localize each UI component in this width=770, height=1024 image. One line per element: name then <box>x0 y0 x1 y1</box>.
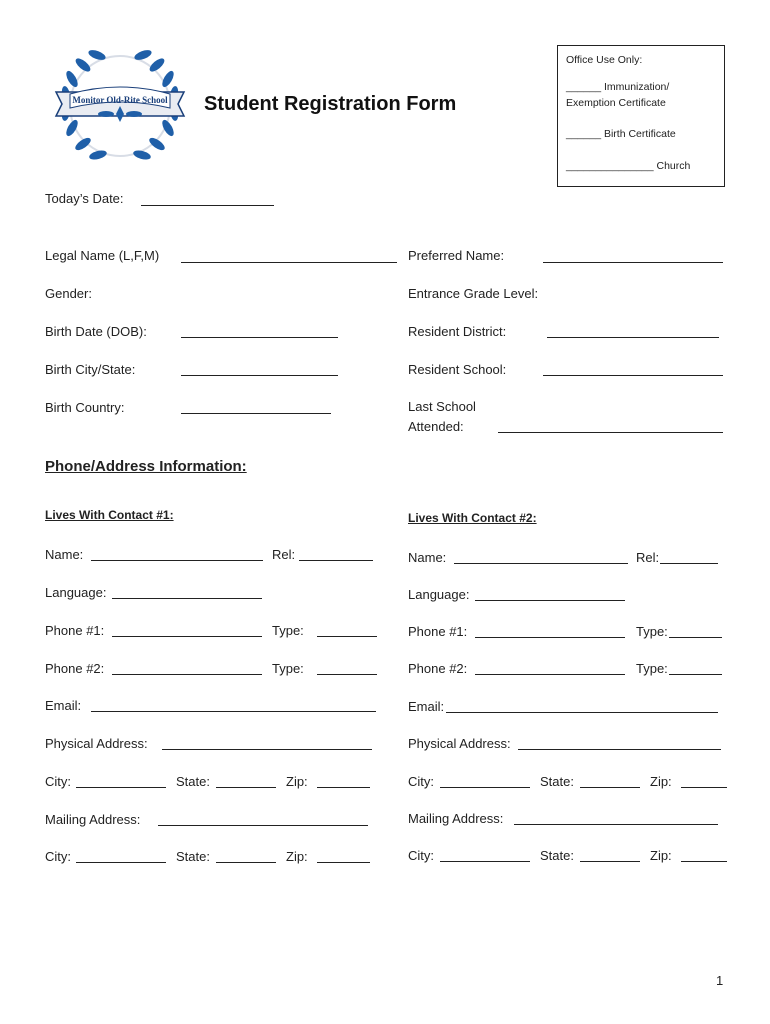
contact2-city2-field[interactable] <box>440 861 530 862</box>
contact2-email-label: Email: <box>408 699 445 714</box>
contact2-zip-field[interactable] <box>681 787 727 788</box>
contact1-city-label: City: <box>45 774 71 789</box>
contact1-mailing-address-field[interactable] <box>158 825 368 826</box>
contact1-zip-field[interactable] <box>317 787 370 788</box>
contact2-state2-label: State: <box>540 848 574 863</box>
contact2-city-field[interactable] <box>440 787 530 788</box>
legal-name-field[interactable] <box>181 262 397 263</box>
contact1-name-field[interactable] <box>91 560 263 561</box>
contact2-language-field[interactable] <box>475 600 625 601</box>
page-number: 1 <box>716 973 724 988</box>
birth-date-field[interactable] <box>181 337 338 338</box>
contact1-physical-address-field[interactable] <box>162 749 372 750</box>
office-church-line: _______________ Church <box>566 160 691 172</box>
contact2-type1-field[interactable] <box>669 637 722 638</box>
contact1-zip2-field[interactable] <box>317 862 370 863</box>
contact1-city-field[interactable] <box>76 787 166 788</box>
contact2-city-label: City: <box>408 774 434 789</box>
contact1-state-field[interactable] <box>216 787 276 788</box>
contact2-name-label: Name: <box>408 550 447 565</box>
birth-country-label: Birth Country: <box>45 400 125 415</box>
contact1-email-field[interactable] <box>91 711 376 712</box>
laurel-wreath-icon <box>50 40 190 172</box>
contact1-mailing-address-label: Mailing Address: <box>45 812 141 827</box>
gender-label: Gender: <box>45 286 92 301</box>
contact1-state2-label: State: <box>176 849 210 864</box>
contact1-language-label: Language: <box>45 585 107 600</box>
contact1-rel-field[interactable] <box>299 560 373 561</box>
last-school-field[interactable] <box>498 432 723 433</box>
contact2-physical-address-label: Physical Address: <box>408 736 511 751</box>
contact2-state-label: State: <box>540 774 574 789</box>
birth-country-field[interactable] <box>181 413 331 414</box>
todays-date-field[interactable] <box>141 205 274 206</box>
contact1-state-label: State: <box>176 774 210 789</box>
contact1-name-label: Name: <box>45 547 84 562</box>
last-school-label-2: Attended: <box>408 419 464 434</box>
contact2-email-field[interactable] <box>446 712 718 713</box>
contact2-zip-label: Zip: <box>650 774 672 789</box>
contact1-language-field[interactable] <box>112 598 262 599</box>
birth-city-state-field[interactable] <box>181 375 338 376</box>
contact2-type2-field[interactable] <box>669 674 722 675</box>
contact1-zip-label: Zip: <box>286 774 308 789</box>
contact2-phone2-field[interactable] <box>475 674 625 675</box>
contact2-zip2-label: Zip: <box>650 848 672 863</box>
contact1-phone2-field[interactable] <box>112 674 262 675</box>
page-title: Student Registration Form <box>204 93 457 115</box>
resident-school-label: Resident School: <box>408 362 507 377</box>
contact2-mailing-address-field[interactable] <box>514 824 718 825</box>
office-birth-cert-line: ______ Birth Certificate <box>566 128 676 140</box>
contact1-heading: Lives With Contact #1: <box>45 508 174 522</box>
contact1-type1-label: Type: <box>272 623 304 638</box>
contact1-type1-field[interactable] <box>317 636 377 637</box>
contact1-phone1-field[interactable] <box>112 636 262 637</box>
contact1-type2-field[interactable] <box>317 674 377 675</box>
contact1-state2-field[interactable] <box>216 862 276 863</box>
contact1-zip2-label: Zip: <box>286 849 308 864</box>
contact2-name-field[interactable] <box>454 563 628 564</box>
contact2-phone2-label: Phone #2: <box>408 661 468 676</box>
contact1-phone2-label: Phone #2: <box>45 661 105 676</box>
contact2-city2-label: City: <box>408 848 434 863</box>
contact1-phone1-label: Phone #1: <box>45 623 105 638</box>
contact2-physical-address-field[interactable] <box>518 749 721 750</box>
phone-address-heading: Phone/Address Information: <box>45 458 247 475</box>
resident-district-field[interactable] <box>547 337 719 338</box>
legal-name-label: Legal Name (L,F,M) <box>45 248 160 263</box>
office-exemption-line: Exemption Certificate <box>566 97 666 109</box>
preferred-name-field[interactable] <box>543 262 723 263</box>
entrance-grade-label: Entrance Grade Level: <box>408 286 539 301</box>
birth-date-label: Birth Date (DOB): <box>45 324 147 339</box>
last-school-label-1: Last School <box>408 399 476 414</box>
office-immunization-line: ______ Immunization/ <box>566 81 670 93</box>
todays-date-label: Today’s Date: <box>45 191 124 206</box>
birth-city-state-label: Birth City/State: <box>45 362 136 377</box>
resident-school-field[interactable] <box>543 375 723 376</box>
contact1-physical-address-label: Physical Address: <box>45 736 148 751</box>
contact2-type2-label: Type: <box>636 661 668 676</box>
contact2-rel-field[interactable] <box>660 563 718 564</box>
contact2-type1-label: Type: <box>636 624 668 639</box>
contact2-state-field[interactable] <box>580 787 640 788</box>
contact2-mailing-address-label: Mailing Address: <box>408 811 504 826</box>
contact1-city2-label: City: <box>45 849 71 864</box>
school-logo <box>50 40 190 172</box>
resident-district-label: Resident District: <box>408 324 507 339</box>
office-use-heading: Office Use Only: <box>566 54 643 66</box>
contact2-phone1-field[interactable] <box>475 637 625 638</box>
contact2-rel-label: Rel: <box>636 550 660 565</box>
contact2-language-label: Language: <box>408 587 470 602</box>
contact2-zip2-field[interactable] <box>681 861 727 862</box>
contact2-heading: Lives With Contact #2: <box>408 511 537 525</box>
office-use-box <box>557 45 725 187</box>
preferred-name-label: Preferred Name: <box>408 248 505 263</box>
contact1-city2-field[interactable] <box>76 862 166 863</box>
contact2-phone1-label: Phone #1: <box>408 624 468 639</box>
contact1-rel-label: Rel: <box>272 547 296 562</box>
logo-text: Monitor Old-Rite School <box>72 95 168 105</box>
contact1-email-label: Email: <box>45 698 82 713</box>
contact1-type2-label: Type: <box>272 661 304 676</box>
contact2-state2-field[interactable] <box>580 861 640 862</box>
